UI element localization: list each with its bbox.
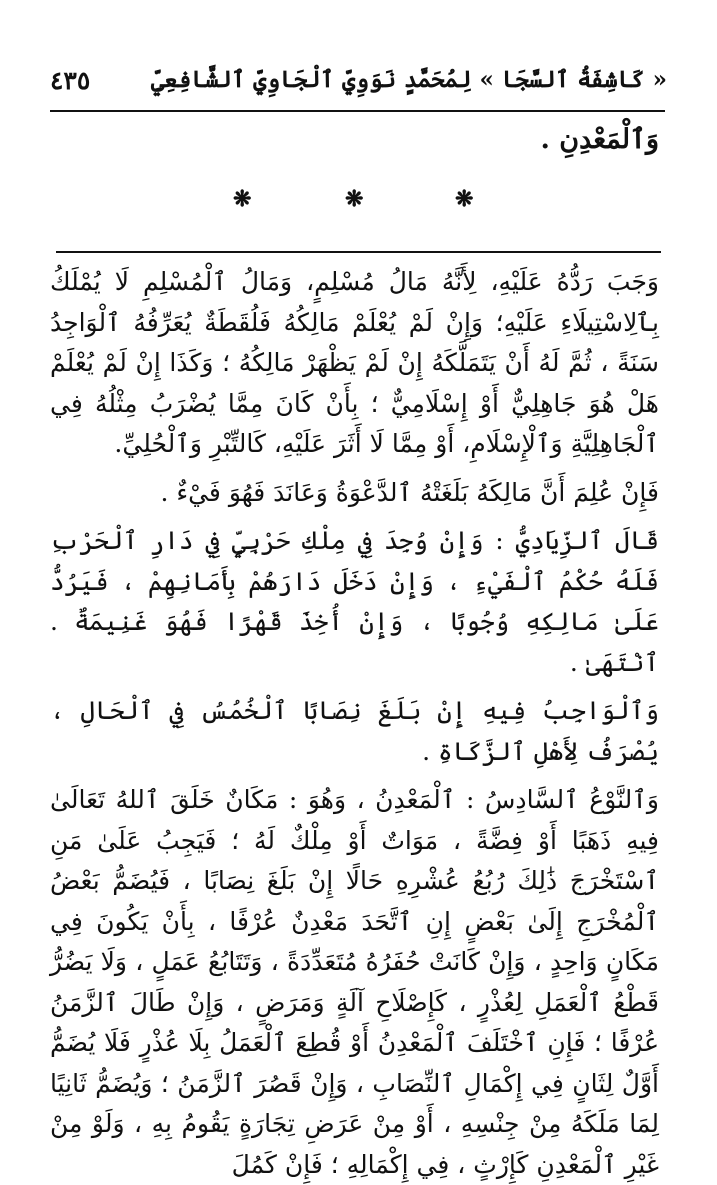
paragraph: فَإِنْ عُلِمَ أَنَّ مَالِكَهُ بَلَغَتْهُ ٱلدَّعْوَةُ وَعَانَدَ فَهُوَ فَيْءٌ .	[160, 477, 659, 507]
page-header	[50, 66, 667, 106]
ornament-icon: ❋	[233, 186, 252, 212]
section-ornaments	[0, 186, 717, 216]
body-text	[50, 262, 659, 1185]
ornament-icon: ❋	[345, 186, 364, 212]
paragraph: وَٱلنَّوْعُ ٱلسَّادِسُ : ٱلْمَعْدِنُ ، وَهُوَ : مَكَانٌ خَلَقَ ٱللهُ تَعَالَىٰ فِيهِ ذَهَبًا أَوْ فِضَّةً ، مَوَاتٌ أَوْ مِلْكٌ لَهُ ؛ فَيَجِبُ عَلَىٰ مَنِ ٱسْتَخْرَجَ ذَٰلِكَ رُبُعُ عُشْرِهِ حَالًا إِنْ بَلَغَ نِصَابًا ، فَيُضَمُّ بَعْضُ ٱلْمُخْرَجِ إِلَىٰ بَعْضٍ إِنِ ٱتَّحَدَ مَعْدِنٌ عُرْفًا ، بِأَنْ يَكُونَ فِي مَكَانٍ وَاحِدٍ ، وَإِنْ كَانَتْ حُفَرُهُ مُتَعَدِّدَةً ، وَتَتَابُعُ عَمَلٍ ، وَلَا يَضُرُّ قَطْعُ ٱلْعَمَلِ لِعُذْرٍ ، كَإِصْلَاحِ آلَةٍ وَمَرَضٍ ، وَإِنْ طَالَ ٱلزَّمَنُ عُرْفًا ؛ فَإِنِ ٱخْتَلَفَ ٱلْمَعْدِنُ أَوْ قُطِعَ ٱلْعَمَلُ بِلَا عُذْرٍ فَلَا يُضَمُّ أَوَّلٌ لِثَانٍ فِي إِكْمَالِ ٱلنِّصَابِ ، وَإِنْ قَصُرَ ٱلزَّمَنُ ؛ وَيُضَمُّ ثَانِيًا لِمَا مَلَكَهُ مِنْ جِنْسِهِ ، أَوْ مِنْ عَرَضِ تِجَارَةٍ يَقُومُ بِهِ ، وَلَوْ مِنْ غَيْرِ ٱلْمَعْدِنِ كَإِرْثٍ ، فِي إِكْمَالِهِ ؛ فَإِنْ كَمُلَ	[50, 785, 659, 1179]
page-number: ٤٣٥	[50, 66, 91, 95]
paragraph: وَجَبَ رَدُّهُ عَلَيْهِ، لِأَنَّهُ مَالُ مُسْلِمٍ، وَمَالُ ٱلْمُسْلِمِ لَا يُمْلَكُ بِٱلِاسْتِيلَاءِ عَلَيْهِ؛ وَإِنْ لَمْ يُعْلَمْ مَالِكُهُ فَلُقَطَةٌ يُعَرِّفُهُ ٱلْوَاجِدُ سَنَةً ، ثُمَّ لَهُ أَنْ يَتَمَلَّكَهُ إِنْ لَمْ يَظْهَرْ مَالِكُهُ ؛ وَكَذَا إِنْ لَمْ يُعْلَمْ هَلْ هُوَ جَاهِلِيٌّ أَوْ إِسْلَامِيٌّ ؛ بِأَنْ كَانَ مِمَّا يُضْرَبُ مِثْلُهُ فِي ٱلْجَاهِلِيَّةِ وَٱلْإِسْلَامِ، أَوْ مِمَّا لَا أَثَرَ عَلَيْهِ، كَالتِّبْرِ وَٱلْحُلِيِّ.	[50, 267, 659, 458]
section-rule	[56, 251, 661, 253]
paragraph: وَٱلْوَاجِبُ فِيهِ إِنْ بَلَغَ نِصَابًا ٱلْخُمُسُ فِي ٱلْحَالِ ، يُصْرَفُ لِأَهْلِ ٱلزَّكَاةِ .	[50, 696, 659, 766]
paragraph: قَالَ ٱلزِّيَادِيُّ : وَإِنْ وُجِدَ فِي مِلْكِ حَرْبِيٍّ فِي دَارِ ٱلْحَرْبِ فَلَهُ حُكْمُ ٱلْفَيْءِ ، وَإِنْ دَخَلَ دَارَهُمْ بِأَمَانِهِمْ ، فَيَرُدُّ عَلَىٰ مَالِكِهِ وُجُوبًا ، وَإِنْ أُخِذَ قَهْرًا فَهُوَ غَنِيمَةٌ . ٱنْتَهَىٰ .	[50, 526, 659, 677]
ornament-icon: ❋	[455, 186, 474, 212]
previous-section-end: وَٱلْمَعْدِنِ .	[540, 124, 659, 155]
header-rule	[50, 110, 665, 112]
running-title: « كَاشِفَةُ ٱلسَّجَا » لِمُحَمَّدٍ نَوَوِيِّ ٱلْجَاوِيِّ ٱلشَّافِعِيِّ	[150, 66, 667, 93]
